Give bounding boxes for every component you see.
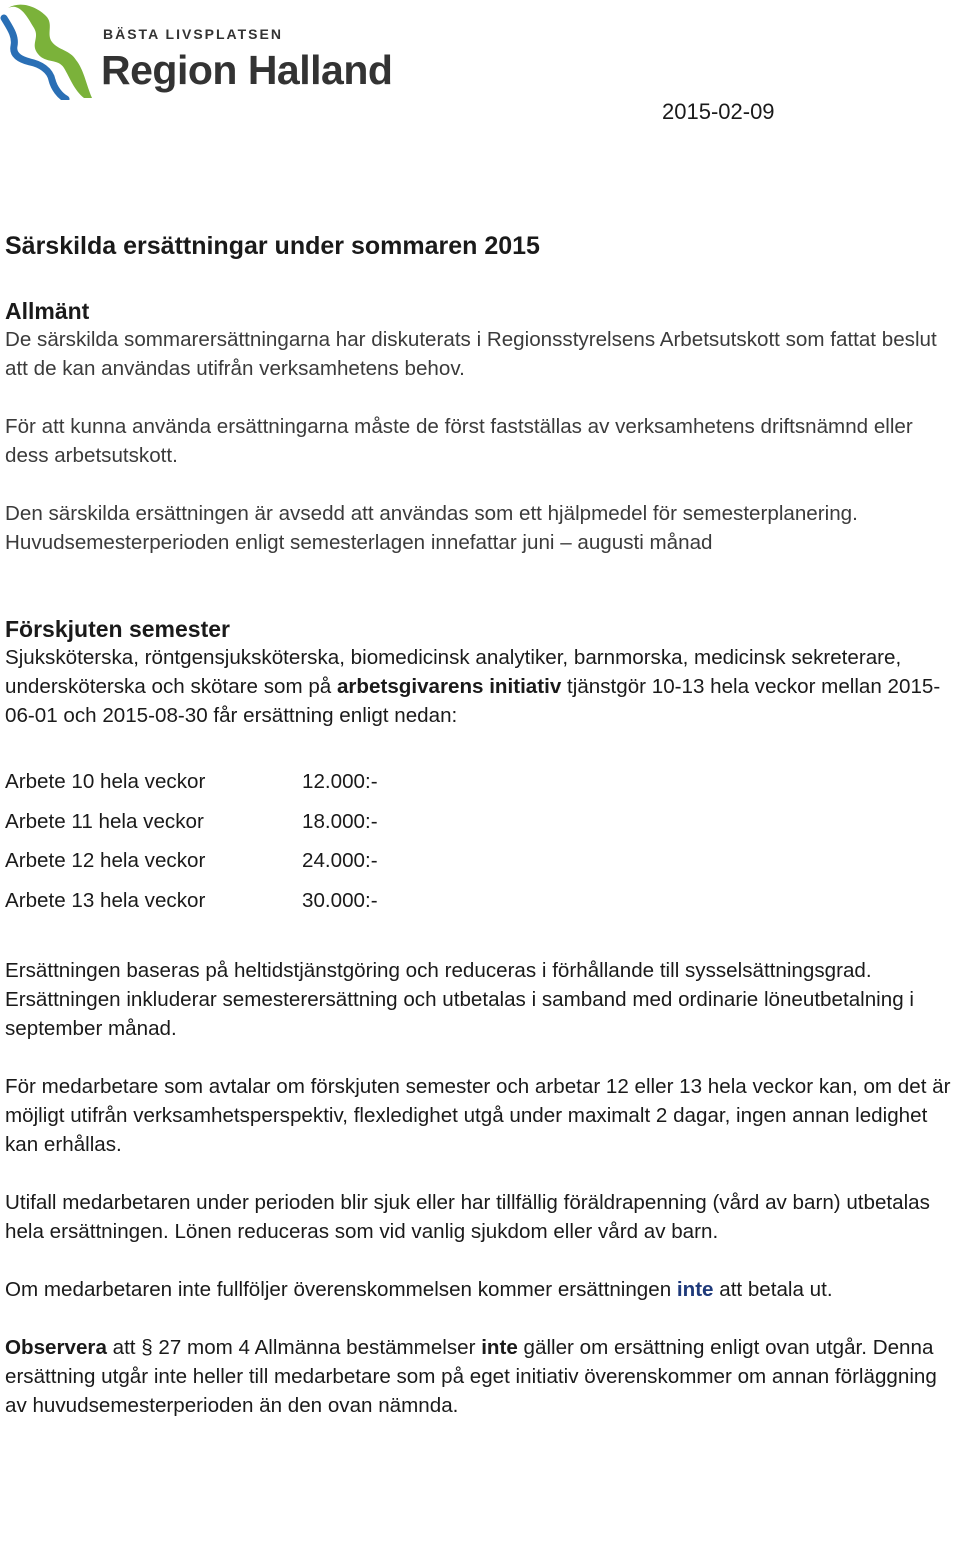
paragraph-sjukdom: Utifall medarbetaren under perioden blir sjuk eller har tillfällig föräldrapenning (vård av barn) utbetalas hela ersättningen. Lönen reduceras som vid vanlig sjukdom eller vård av barn. [5, 1191, 930, 1243]
observera-label: Observera [5, 1336, 107, 1359]
logo-tagline: BÄSTA LIVSPLATSEN [103, 26, 283, 42]
rate-row [5, 886, 957, 926]
rate-amount: 18.000:- [302, 809, 378, 833]
paragraph-allmant-3: Den särskilda ersättningen är avsedd att användas som ett hjälpmedel för semesterplanering. Huvudsemesterperioden enligt semesterlagen innefattar juni – augusti månad [5, 502, 858, 554]
fulfil-emphasis: inte [676, 1278, 714, 1301]
rate-label: Arbete 12 hela veckor [5, 849, 206, 872]
paragraph-observera [5, 1333, 957, 1420]
fulfil-text-a: Om medarbetaren inte fullföljer överenskommelsen kommer ersättningen [5, 1278, 677, 1301]
section-heading-forskjuten: Förskjuten semester [5, 616, 230, 642]
intro-text-a: Sjuksköterska, röntgensjuksköterska, biomedicinsk analytiker, barnmorska, medicinsk sekreterare, undersköterska och skötare som på [5, 646, 902, 698]
logo-emblem-icon [0, 0, 100, 100]
region-halland-logo [0, 0, 420, 105]
intro-emphasis: arbetsgivarens initiativ [336, 675, 562, 698]
observera-text-b: gäller om ersättning enligt ovan utgår. Denna ersättning utgår inte heller till medarbetare som på eget initiativ överenskommer om annan förläggning av huvudsemesterperioden än den ovan nämnda. [5, 1336, 937, 1417]
rate-row [5, 767, 957, 807]
rate-amount: 24.000:- [302, 849, 378, 872]
rates-table [5, 767, 957, 925]
document-date: 2015-02-09 [662, 99, 775, 124]
section-heading-allmant: Allmänt [5, 298, 90, 324]
rate-label: Arbete 11 hela veckor [5, 809, 204, 833]
observera-emphasis: inte [481, 1336, 518, 1359]
observera-text-a: att § 27 mom 4 Allmänna bestämmelser [106, 1336, 482, 1359]
paragraph-basis: Ersättningen baseras på heltidstjänstgöring och reduceras i förhållande till sysselsättningsgrad. Ersättningen inkluderar semesterersättning och utbetalas i samband med ordinarie löneutbetalning i september månad. [5, 959, 914, 1040]
paragraph-flexledighet: För medarbetare som avtalar om förskjuten semester och arbetar 12 eller 13 hela veckor kan, om det är möjligt utifrån verksamhetsperspektiv, flexledighet utgå under maximalt 2 dagar, ingen annan ledighet kan erhållas. [5, 1075, 951, 1156]
paragraph-allmant-2: För att kunna använda ersättningarna måste de först fastställas av verksamhetens driftsnämnd eller dess arbetsutskott. [5, 415, 913, 467]
rate-label: Arbete 10 hela veckor [5, 770, 206, 793]
intro-text-b: tjänstgör 10-13 hela veckor mellan 2015-06-01 och 2015-08-30 får ersättning enligt nedan: [5, 675, 941, 727]
logo-wordmark: Region Halland [101, 47, 393, 93]
rate-amount: 30.000:- [302, 888, 378, 912]
fulfil-text-b: att betala ut. [713, 1278, 833, 1301]
paragraph-forskjuten-intro [5, 643, 957, 730]
paragraph-allmant-1: De särskilda sommarersättningarna har diskuterats i Regionsstyrelsens Arbetsutskott som fattat beslut att de kan användas utifrån verksamhetens behov. [5, 328, 937, 380]
paragraph-fullfoljer [5, 1275, 957, 1304]
document-body [5, 230, 957, 1420]
document-title: Särskilda ersättningar under sommaren 2015 [5, 232, 540, 260]
rate-label: Arbete 13 hela veckor [5, 888, 206, 912]
rate-row [5, 807, 957, 847]
rate-row [5, 846, 957, 886]
rate-amount: 12.000:- [302, 770, 378, 793]
